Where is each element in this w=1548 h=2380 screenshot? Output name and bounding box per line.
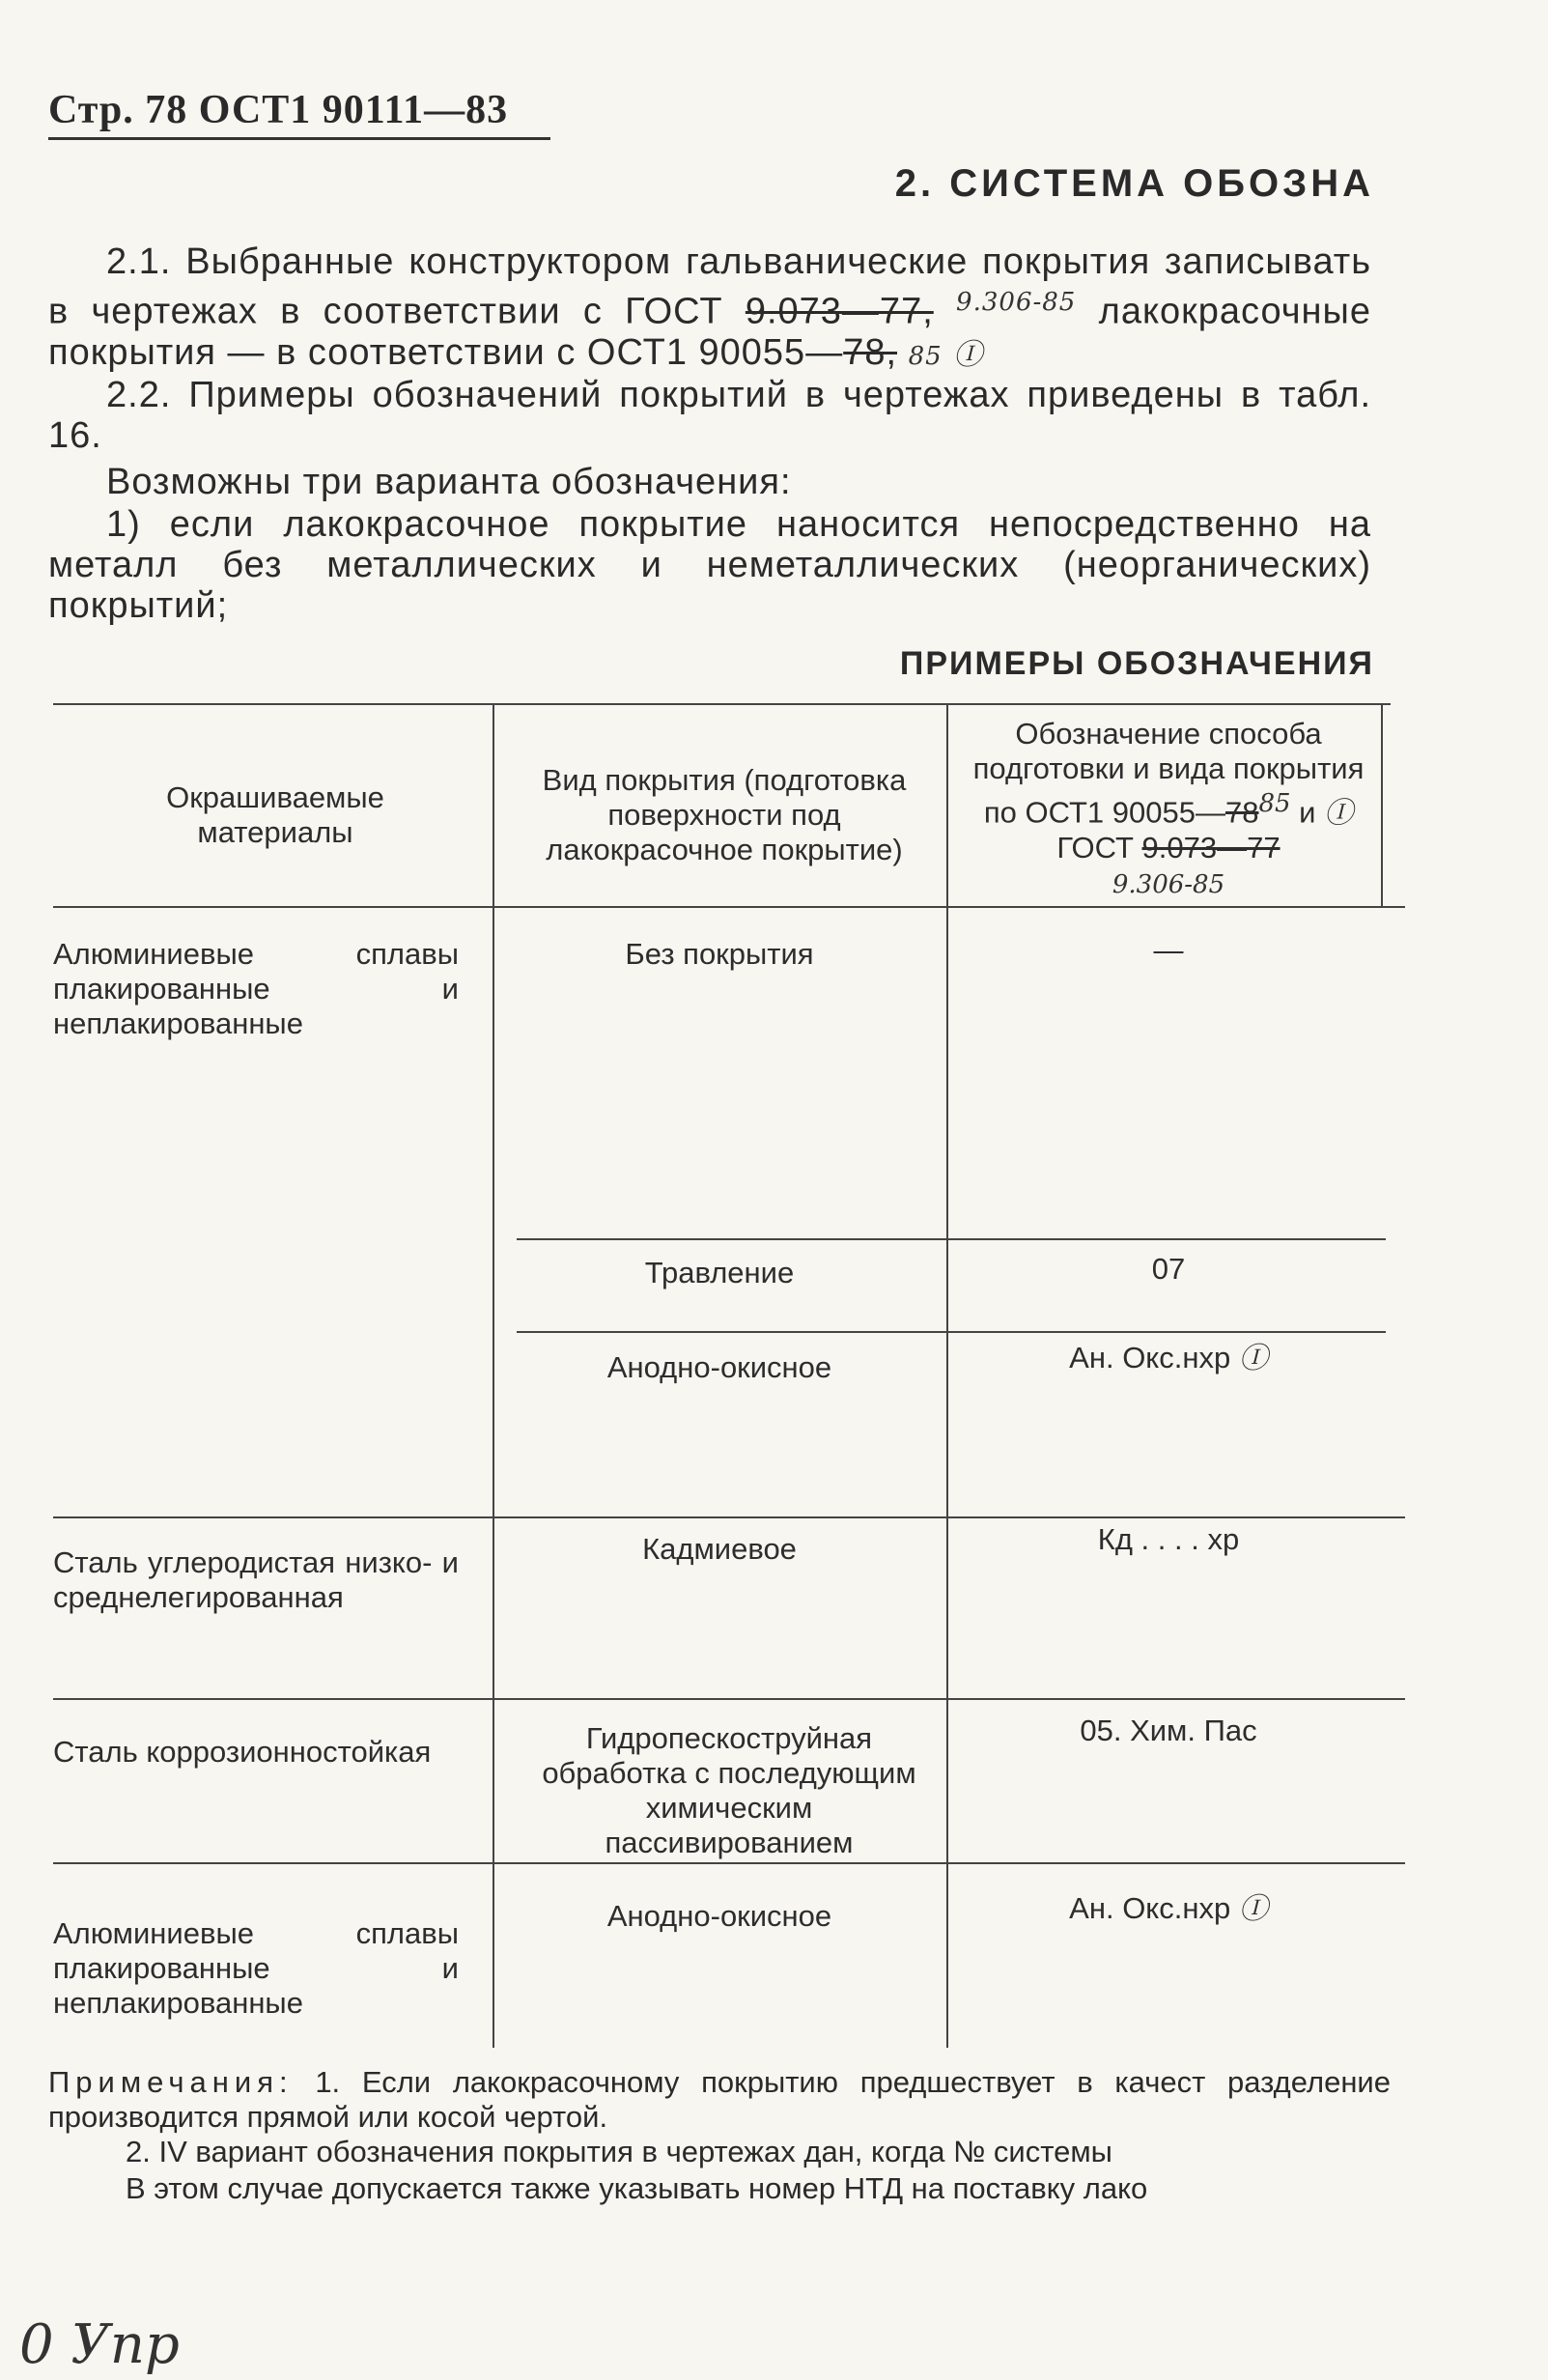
row1-designation: 07 [1151, 1252, 1186, 1286]
page-header: Стр. 78 ОСТ1 90111—83 [48, 87, 550, 140]
row4-divider [53, 1862, 1405, 1864]
row2-designation-text: Ан. Окс.нхр [1069, 1341, 1231, 1374]
notes-label: Примечания: [48, 2065, 294, 2099]
col-divider-3 [1381, 705, 1383, 908]
header-divider [53, 906, 1405, 908]
row3-material: Сталь углеродистая низко- и среднелегированная [53, 1545, 459, 1614]
row5-coating: Анодно-окисное [606, 1899, 832, 1933]
row5-correction-mark-icon: Ⓘ [1238, 1892, 1268, 1926]
p1-gost-handwritten: 9.306-85 [956, 288, 1077, 317]
p1-gost-struck: 9.073—77, [745, 291, 934, 332]
row0-designation: — [1153, 933, 1184, 967]
row0-divider [517, 1238, 1386, 1240]
row4-designation: 05. Хим. Пас [1080, 1714, 1257, 1747]
p1-start: 2.1. Выбранные конструктором гальванические покрытия записывать в чертежах в соответствии с ГОСТ [48, 241, 1371, 332]
row3-designation: Кд . . . . хр [1097, 1522, 1240, 1556]
row3-divider [53, 1698, 1405, 1700]
examples-table [53, 703, 1391, 2048]
header-and: и [1299, 795, 1316, 830]
header-designation [966, 717, 1371, 902]
header-hand-gost: 9.306-85 [1112, 870, 1225, 900]
header-struck-gost: 9.073—77 [1141, 831, 1281, 865]
header-coating-type: Вид покрытия (подготовка поверхности под лакокрасочное покрытие) [542, 763, 907, 866]
row3-coating: Кадмиевое [642, 1532, 797, 1566]
paragraph-2-1 [48, 241, 1371, 377]
row2-divider [53, 1516, 1405, 1518]
note-2-line-1: 2. IV вариант обозначения покрытия в чертежах дан, когда № системы [126, 2135, 1112, 2168]
correction-mark-icon: Ⓘ [953, 337, 984, 372]
header-materials: Окрашиваемые материалы [166, 780, 384, 849]
note-2-line-2: В этом случае допускается также указывать номер НТД на поставку лако [126, 2171, 1148, 2205]
section-title: 2. СИСТЕМА ОБОЗНА [894, 162, 1374, 205]
table-caption: ПРИМЕРЫ ОБОЗНАЧЕНИЯ [899, 645, 1374, 682]
header-gost: ГОСТ [1056, 831, 1134, 865]
row5-material: Алюминиевые сплавы плакированные и неплакированные [53, 1916, 459, 2020]
row2-correction-mark-icon: Ⓘ [1238, 1342, 1268, 1375]
row5-designation [966, 1891, 1371, 1927]
p1-mid: лакокрасочные покрытия — в соответствии с ОСТ1 90055— [48, 291, 1371, 373]
row0-coating: Без покрытия [625, 937, 814, 971]
header-correction-mark-icon: Ⓘ [1324, 796, 1354, 831]
header-hand-85: 85 [1258, 789, 1291, 818]
p1-ost-struck: 78, [843, 331, 898, 373]
header-struck-78: 78 [1224, 795, 1259, 830]
row5-designation-text: Ан. Окс.нхр [1069, 1891, 1231, 1925]
row1-divider [517, 1331, 1386, 1333]
p1-ost-handwritten: 85 [908, 341, 943, 371]
row2-designation [966, 1341, 1371, 1376]
paragraph-variants: Возможны три варианта обозначения: [106, 462, 792, 502]
row0-material: Алюминиевые сплавы плакированные и неплакированные [53, 937, 459, 1040]
row2-coating: Анодно-окисное [606, 1350, 832, 1384]
row4-coating: Гидропескоструйная обработка с последующим химическим пассивированием [542, 1721, 916, 1859]
row4-material: Сталь коррозионностойкая [53, 1735, 432, 1769]
paragraph-variant-1: 1) если лакокрасочное покрытие наносится непосредственно на металл без металлических и неметаллических (неорганических) покрытий; [48, 504, 1371, 626]
header-designation-text: Обозначение способа подготовки и вида покрытия по ОСТ1 90055— [972, 717, 1365, 830]
handwritten-signature: 0 Упр [19, 2313, 180, 2376]
paragraph-2-2: 2.2. Примеры обозначений покрытий в чертежах приведены в табл. 16. [48, 375, 1371, 456]
notes-1 [48, 2065, 1391, 2135]
note-1: 1. Если лакокрасочному покрытию предшествует в качест разделение производится прямой или косой чертой. [48, 2065, 1391, 2134]
row1-coating: Травление [644, 1256, 795, 1289]
